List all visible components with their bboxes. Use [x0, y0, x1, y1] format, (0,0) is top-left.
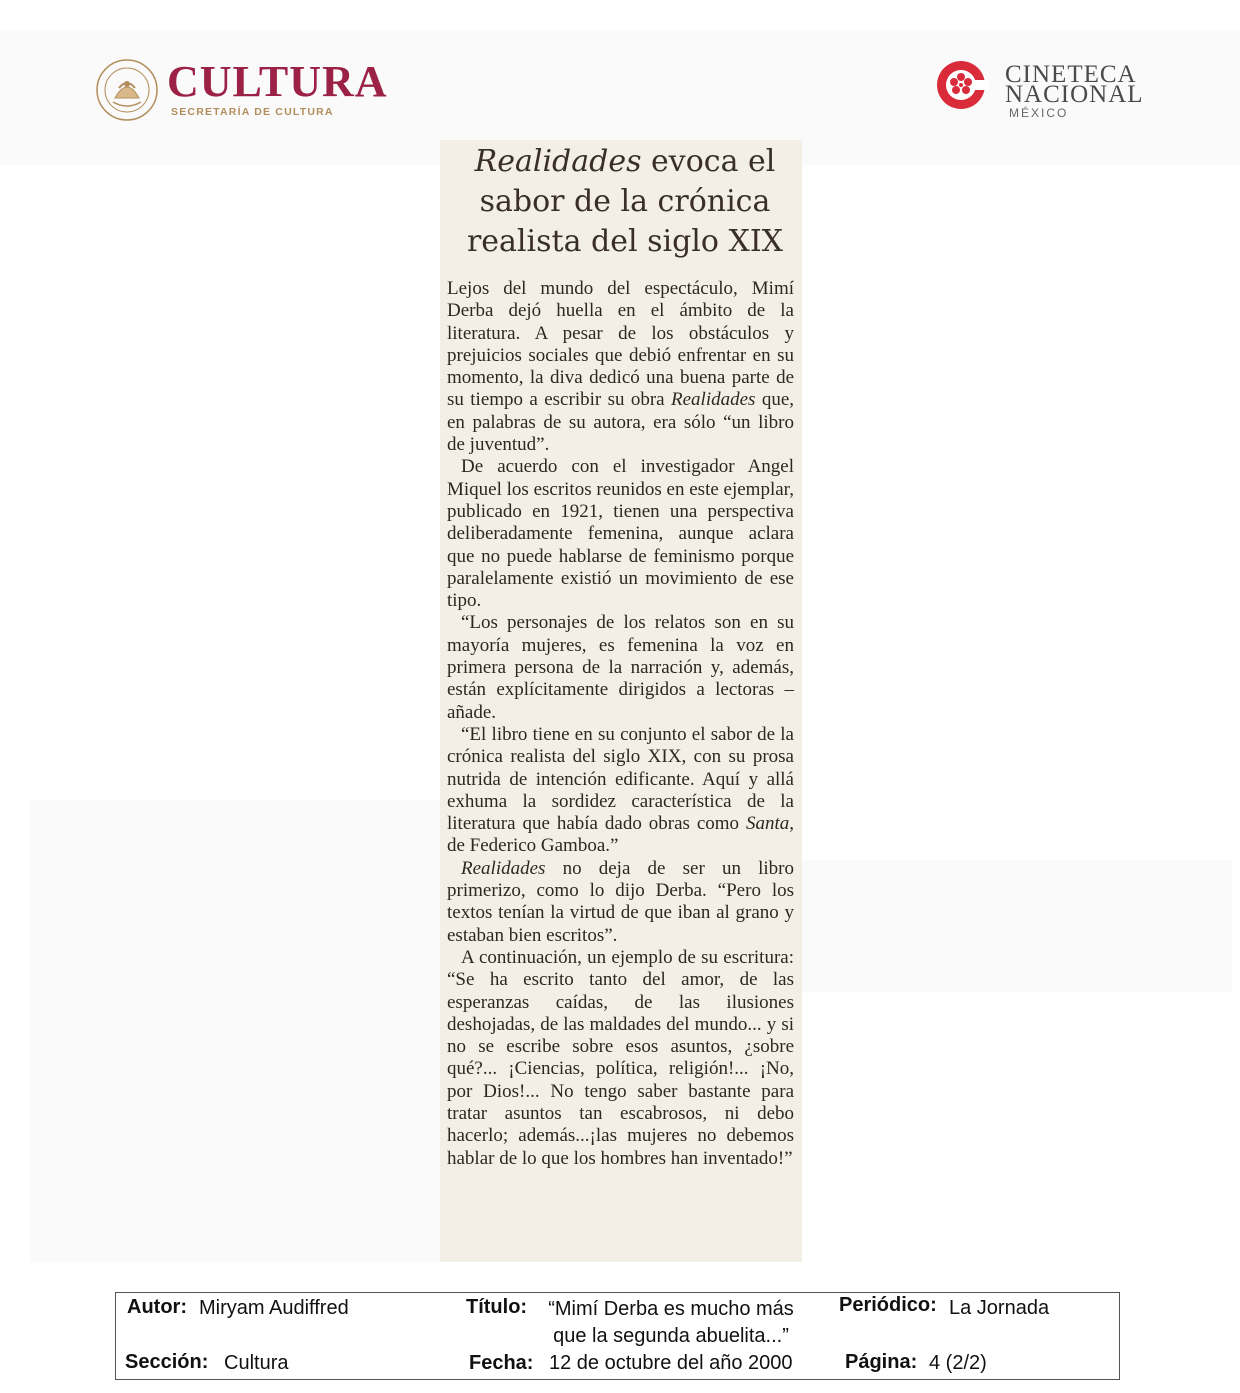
headline-rest: evoca el: [641, 144, 776, 179]
seccion-label: Sección:: [125, 1351, 209, 1373]
paragraph-4: “El libro tiene en su conjunto el sabor de la crónica realista del siglo XIX, con su prosa nutrida de intención edificante. Aquí y allá exhuma la sordidez característica de la literatura que había dado obras como Santa, de Federico Gamboa.”: [447, 723, 794, 857]
film-reel-icon: [935, 58, 989, 112]
titulo-line2: que la segunda abuelita...”: [553, 1325, 789, 1347]
cultura-title: CULTURA: [167, 57, 388, 106]
pagina-label: Página:: [845, 1351, 918, 1373]
paragraph-6: A continuación, un ejemplo de su escritura: “Se ha escrito tanto del amor, de las esperanzas caídas, de las ilusiones deshojadas, de las maldades del mundo... y si no se escribe sobre esos asuntos, ¿sobre qué?... ¡Ciencias, política, religión!... ¡No, por Dios!... No tengo saber bastante para tratar asuntos tan escabrosos, ni debo hacerlo; además...¡las mujeres no debemos hablar de lo que los hombres han inventado!”: [447, 946, 794, 1169]
titulo-value: [526, 1296, 816, 1350]
titulo-label: Título:: [466, 1296, 528, 1318]
cultura-subtitle: SECRETARÍA DE CULTURA: [171, 106, 334, 118]
article-headline: [445, 142, 805, 262]
paragraph-3: “Los personajes de los relatos son en su mayoría mujeres, es femenina la voz en primera persona de la narración y, además, están explícitamente dirigidos a lectoras –añade.: [447, 612, 794, 723]
periodico-value: La Jornada: [949, 1297, 1050, 1319]
cineteca-logo: [935, 56, 1165, 118]
pagina-value: 4 (2/2): [929, 1352, 987, 1374]
fecha-value: 12 de octubre del año 2000: [549, 1352, 793, 1374]
paragraph-1: Lejos del mundo del espectáculo, Mimí Derba dejó huella en el ámbito de la literatura. A pesar de los obstáculos y prejuicios sociales que debió enfrentar en su momento, la diva dedicó una buena parte de su tiempo a escribir su obra Realidades que, en palabras de su autora, era sólo “un libro de juventud”.: [447, 278, 794, 456]
paragraph-2: De acuerdo con el investigador Angel Miquel los escritos reunidos en este ejemplar, publicado en 1921, tienen una perspectiva deliberadamente femenina, aunque aclara que no puede hablarse de feminismo porque paralelamente existió un movimiento de ese tipo.: [447, 456, 794, 612]
periodico-label: Periódico:: [839, 1294, 937, 1316]
national-seal-icon: [95, 58, 159, 122]
scan-bg-right: [802, 860, 1232, 992]
fecha-label: Fecha:: [469, 1352, 534, 1374]
cineteca-line2: NACIONAL: [1005, 81, 1144, 108]
autor-value: Miryam Audiffred: [199, 1297, 349, 1319]
scan-bg-left: [30, 800, 440, 1262]
headline-line2: sabor de la crónica: [479, 184, 771, 219]
titulo-line1: “Mimí Derba es mucho más: [548, 1298, 794, 1320]
headline-line3: realista del siglo XIX: [466, 224, 784, 259]
autor-label: Autor:: [127, 1296, 187, 1318]
headline-italic: Realidades: [474, 144, 642, 179]
cineteca-line1: CINETECA: [1005, 61, 1137, 88]
paragraph-5: Realidades no deja de ser un libro primerizo, como lo dijo Derba. “Pero los textos tenían la virtud de que iban al grano y estaban bien escritos”.: [447, 857, 794, 946]
seccion-value: Cultura: [224, 1352, 289, 1374]
cultura-logo: [95, 58, 415, 128]
cineteca-line3: MÉXICO: [1009, 106, 1069, 118]
article-body: [447, 278, 794, 1170]
